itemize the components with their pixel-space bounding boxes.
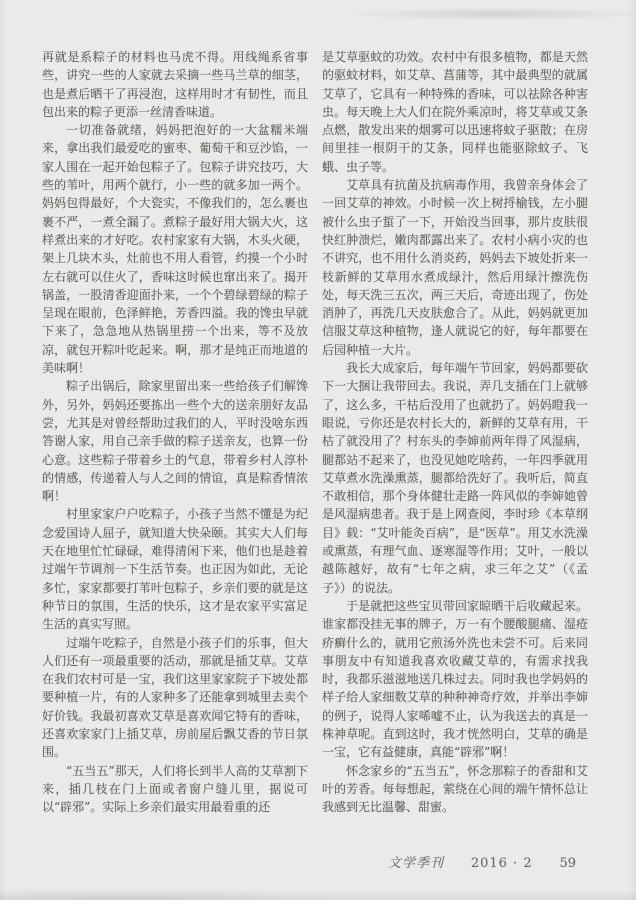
page-number: 59 — [559, 856, 576, 871]
right-column — [322, 48, 588, 816]
paragraph: 我长大成家后，每年端午节回家，妈妈都要砍下一大捆让我带回去。我说，弄几支插在门上就够了，这么多，干枯后没用了也就扔了。妈妈瞪我一眼说，亏你还是农村长大的，新鲜的艾草有用，干枯了就没用了？村东头的李婶前两年得了风湿病，腿都站不起来了，也没见她吃啥药，一年四季就用艾草煮水洗澡熏蒸，腿都给洗好了。我听后，简直不敢相信，那个身体健壮走路一阵风似的李婶她曾是风湿病患者。我于是上网查阅，李时珍《本草纲目》载：“艾叶能灸百病”，是“医草”。用艾水洗澡或熏蒸，有理气血、逐寒湿等作用；艾叶，一般以越陈越好，故有“七年之病，求三年之艾”（《孟子》）的说法。 — [322, 361, 588, 595]
paragraph: “五当五”那天，人们将长到半人高的艾草割下来，插几枝在门上面或者窗户缝儿里，据说可以“辟邪”。实际上乡亲们最实用最看重的还 — [42, 763, 308, 815]
paragraph: 粽子出锅后，除家里留出来一些给孩子们解馋外，另外，妈妈还要拣出一些个大的送亲朋好友品尝，尤其是对曾经帮助过我们的人，平时没啥东西答谢人家，用自己亲手做的粽子送亲友，也算一份心意。这些粽子带着乡土的气息，带着乡村人淳朴的情感，传递着人与人之间的情谊，真是粽香情浓啊！ — [42, 379, 308, 504]
paragraph: 一切准备就绪，妈妈把泡好的一大盆糯米端来，拿出我们最爱吃的蜜枣、葡萄干和豆沙馅，一家人围在一起开始包粽子了。包粽子讲究技巧，大些的苇叶，用两个就行，小一些的就多加一两个。妈妈包得最好，个大瓷实，不像我们的，怎么裹也裹不严，一煮全漏了。煮粽子最好用大锅大火，这样煮出来的才好吃。农村家家有大锅，木头火硬，架上几块木头，灶前也不用人看管，约摸一个小时左右就可以住火了，香味这时候也窜出来了。揭开锅盖，一股清香迎面扑来，一个个碧绿碧绿的粽子呈现在眼前，色泽鲜艳，芳香四溢。我的馋虫早就下来了，急急地从热锅里捞一个出来，等不及放凉，就包开粽叶吃起来。啊，那才是纯正而地道的美味啊！ — [42, 123, 308, 376]
paragraph: 怀念家乡的“五当五”，怀念那粽子的香甜和艾叶的芳香。每每想起，萦绕在心间的端午情怀总让我感到无比温馨、甜蜜。 — [322, 763, 588, 815]
paragraph-continuation: 再就是系粽子的材料也马虎不得。用线绳系省事些，讲究一些的人家就去采摘一些马兰草的细茎，也是煮后晒干了再浸泡，这样用时才有韧性，而且包出来的粽子更添一丝清香味道。 — [42, 50, 308, 119]
paragraph: 艾草具有抗菌及抗病毒作用，我曾亲身体会了一回艾草的神效。小时候一次上树捋榆钱，左小腿被什么虫子蜇了一下，开始没当回事，那片皮肤很快红肿溃烂，嫩肉都露出来了。农村小病小灾的也不讲究，也不用什么消炎药，妈妈去下坡处折来一枝新鲜的艾草用水煮成绿汁，然后用绿汁擦洗伤处，每天洗三五次，两三天后，奇迹出现了，伤处消肿了，再洗几天皮肤愈合了。从此，妈妈就更加信服艾草这种植物，逢人就说它的好，每年都要在后园种植一大片。 — [322, 178, 588, 357]
paragraph: 于是就把这些宝贝带回家晾晒干后收藏起来。谁家都没挂无事的牌子，万一有个腰酸腿痛、湿疮疥癣什么的，就用它煎汤外洗也未尝不可。后来同事朋友中有知道我喜欢收藏艾草的，有需求找我时，我都乐滋滋地送几株过去。同时我也学妈妈的样子给人家细数艾草的种种神奇疗效，并举出李婶的例子，说得人家唏嘘不止，认为我送去的真是一株神草呢。直到这时，我才恍然明白，艾草的确是一宝，它有益健康，真能“辟邪”啊！ — [322, 598, 588, 760]
issue-label: 2016 · 2 — [470, 856, 533, 871]
paragraph-continuation: 是艾草驱蚊的功效。农村中有很多植物，都是天然的驱蚊材料，如艾草、菖蒲等，其中最典型的就属艾草了，它具有一种特殊的香味，可以祛除各种害虫。每天晚上大人们在院外乘凉时，将艾草或艾条点燃，散发出来的烟雾可以迅速将蚊子驱散；在房间里挂一根阴干的艾条，同样也能驱除蚊子、飞蛾、虫子等。 — [322, 50, 588, 174]
journal-title: 文学季刊 — [388, 856, 445, 871]
page-footer — [388, 852, 576, 871]
paragraph: 过端午吃粽子，自然是小孩子们的乐事，但大人们还有一项最重要的活动，那就是插艾草。艾草在我们农村可是一宝，我们这里家家院子下坡处都要种植一片，有的人家种多了还能拿到城里去卖个好价钱。我最初喜欢艾草是喜欢闻它特有的香味，还喜欢家家门上插艾草，房前屋后飘艾香的节日氛围。 — [42, 635, 308, 760]
left-column — [42, 48, 308, 816]
paragraph: 村里家家户户吃粽子，小孩子当然不懂是为纪念爱国诗人屈子，就知道大快朵颐。其实大人们每天在地里忙忙碌碌，难得清闲下来，他们也是趁着过端午节调剂一下生活节奏。也正因为如此，无论多忙，家家都要打苇叶包粽子，乡亲们要的就是这种节日的氛围，生活的快乐，这才是农家平实富足生活的真实写照。 — [42, 507, 308, 632]
